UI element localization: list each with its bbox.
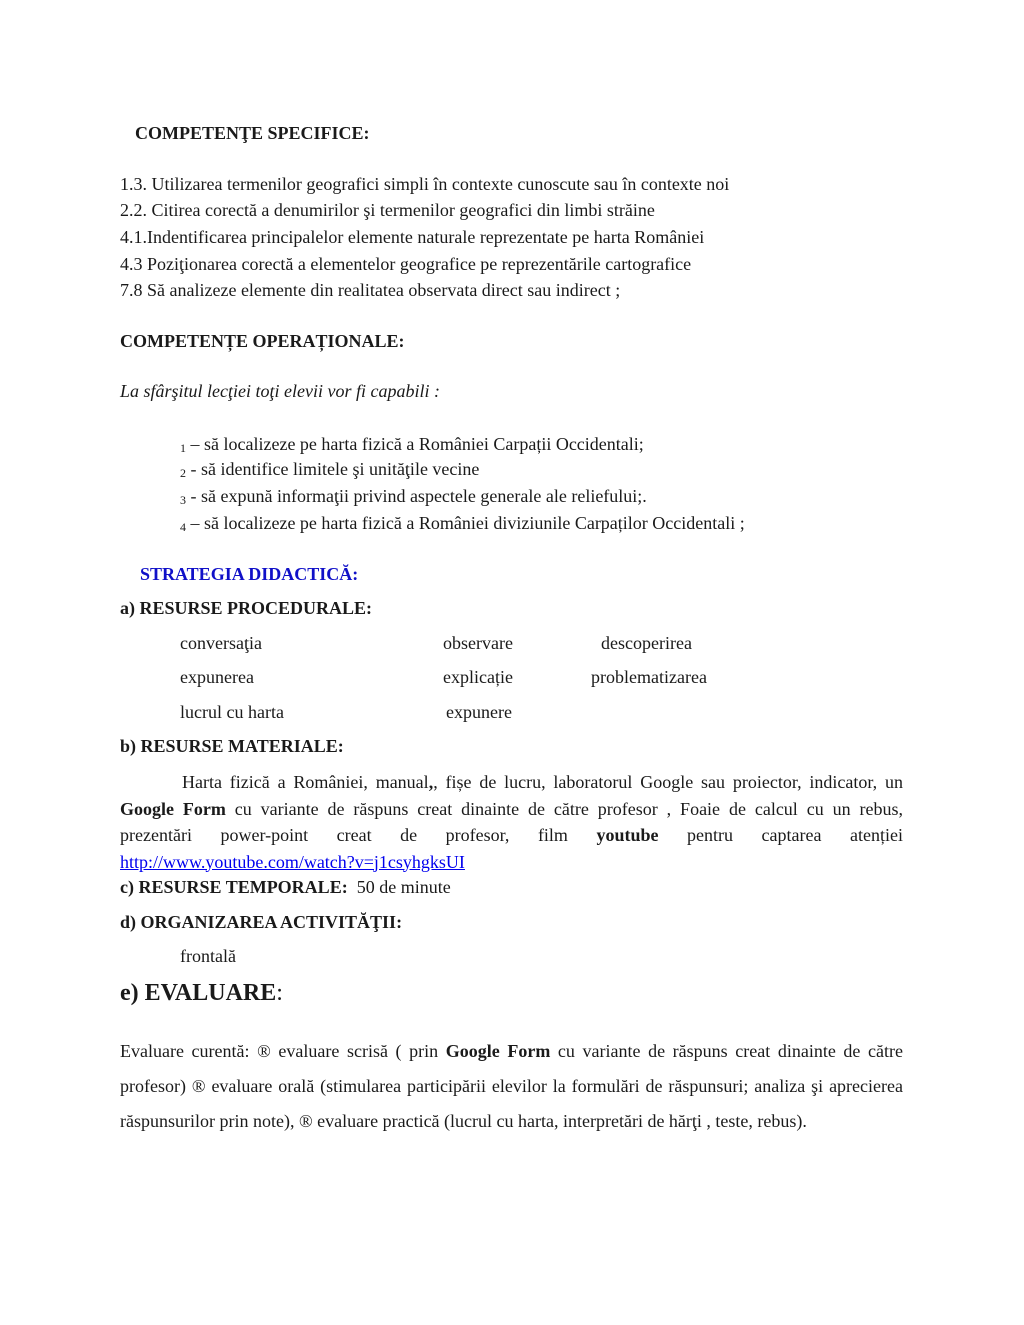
procedural-cell: conversaţia	[180, 633, 262, 653]
organization-value: frontală	[180, 946, 236, 966]
procedural-cell: expunere	[446, 702, 512, 722]
google-form-label: Google Form	[120, 798, 226, 819]
operational-heading: COMPETENȚE OPERAȚIONALE:	[120, 331, 405, 351]
operational-item	[180, 433, 644, 459]
specific-item: 4.3 Poziţionarea corectă a elementelor geografice pe reprezentările cartografice	[120, 254, 692, 274]
material-text: Harta fizică a României, manual	[182, 772, 429, 792]
specific-heading: COMPETENŢE SPECIFICE:	[135, 123, 370, 143]
material-text: pentru captarea atenției	[658, 825, 903, 845]
item-number: 1	[180, 441, 186, 455]
item-number: 2	[180, 466, 186, 480]
specific-item: 2.2. Citirea corectă a denumirilor şi termenilor geografici din limbi străine	[120, 200, 655, 220]
procedural-cell: expunerea	[180, 667, 254, 687]
evaluation-text: cu variante de răspuns creat dinainte de către profesor) ® evaluare orală (stimularea participării elevilor la formulări de răspunsuri; analiza şi aprecierea răspunsurilor prin note), ® evaluare practică (lucrul cu harta, interpretări de hărţi , teste, rebus).	[120, 1041, 903, 1131]
operational-item	[180, 458, 479, 484]
operational-item	[180, 485, 647, 511]
procedural-cell: lucrul cu harta	[180, 702, 284, 722]
evaluation-paragraph	[120, 1034, 903, 1139]
specific-item: 1.3. Utilizarea termenilor geografici simpli în contexte cunoscute sau în contexte noi	[120, 174, 730, 194]
item-number: 4	[180, 520, 186, 534]
material-heading: b) RESURSE MATERIALE:	[120, 736, 344, 756]
item-text: – să localizeze pe harta fizică a României Carpații Occidentali;	[186, 434, 644, 454]
evaluation-heading-colon: :	[276, 980, 283, 1006]
procedural-heading: a) RESURSE PROCEDURALE:	[120, 598, 373, 618]
operational-intro: La sfârşitul lecţiei toţi elevii vor fi capabili :	[120, 381, 440, 401]
strategy-heading: STRATEGIA DIDACTICĂ:	[140, 564, 359, 584]
item-number: 3	[180, 493, 186, 507]
material-text: cu variante de răspuns creat dinainte de către profesor , Foaie de calcul cu un rebus, prezentări power-point creat de profesor, film	[120, 798, 903, 845]
evaluation-heading-text: e) EVALUARE	[120, 980, 277, 1006]
specific-item: 7.8 Să analizeze elemente din realitatea observata direct sau indirect ;	[120, 280, 621, 300]
procedural-cell: explicație	[443, 667, 513, 687]
temporal-line	[120, 876, 451, 898]
google-form-label: Google Form	[445, 1041, 551, 1061]
item-text: – să localizeze pe harta fizică a României diviziunile Carpaților Occidentali ;	[186, 513, 745, 533]
organization-heading: d) ORGANIZAREA ACTIVITĂŢII:	[120, 912, 403, 932]
temporal-heading: c) RESURSE TEMPORALE:	[120, 877, 348, 897]
evaluation-heading	[120, 978, 283, 1008]
procedural-cell: problematizarea	[591, 667, 707, 687]
specific-item: 4.1.Indentificarea principalelor elemente naturale reprezentate pe harta României	[120, 227, 705, 247]
temporal-value: 50 de minute	[356, 877, 451, 897]
evaluation-text: Evaluare curentă: ® evaluare scrisă ( prin	[120, 1041, 446, 1061]
material-paragraph: Harta fizică a României, manual,, fișe de lucru, laboratorul Google sau proiector, indicator, un Google Form cu variante de răspuns creat dinainte de către profesor , Foaie de calcul cu un rebus, prezentări power-point creat de profesor, film youtube pentru captarea atenției http://www.youtube.com/watch?v=j1csyhgksUI	[120, 772, 903, 872]
item-text: - să expună informaţii privind aspectele generale ale reliefului;.	[186, 486, 647, 506]
material-text: , fișe de lucru, laboratorul Google sau proiector, indicator, un	[433, 772, 903, 792]
youtube-link[interactable]: http://www.youtube.com/watch?v=j1csyhgksUI	[120, 851, 465, 872]
procedural-cell: observare	[443, 633, 513, 653]
item-text: - să identifice limitele şi unităţile vecine	[186, 459, 480, 479]
procedural-cell: descoperirea	[601, 633, 692, 653]
youtube-label: youtube	[596, 825, 659, 845]
operational-item	[180, 512, 745, 538]
